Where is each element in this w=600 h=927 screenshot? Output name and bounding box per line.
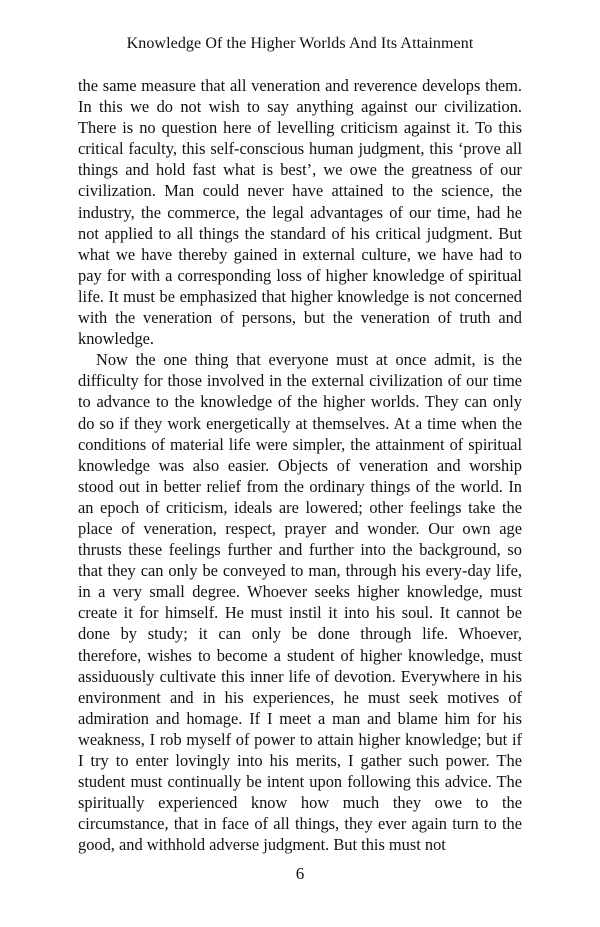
running-header-title: Knowledge Of the Higher Worlds And Its Attainment — [126, 35, 474, 52]
body-text — [78, 75, 522, 855]
page-number: 6 — [295, 864, 305, 883]
paragraph-new: Now the one thing that everyone must at once admit, is the difficulty for those involved in the external civilization of our time to advance to the knowledge of the higher worlds. They can only do so if they work energetically at themselves. At a time when the conditions of material life were simpler, the attainment of spiritual knowledge was also easier. Objects of veneration and worship stood out in better relief from the ordinary things of the world. In an epoch of criticism, ideals are lowered; other feelings take the place of veneration, respect, prayer and wonder. Our own age thrusts these feelings further and further into the background, so that they can only be conveyed to man, through his every-day life, in a very small degree. Whoever seeks higher knowledge, must create it for himself. He must instil it into his soul. It cannot be done by study; it can only be done through life. Whoever, therefore, wishes to become a student of higher knowledge, must assiduously cultivate this inner life of devotion. Everywhere in his environment and in his experiences, he must seek motives of admiration and homage. If I meet a man and blame him for his weakness, I rob myself of power to attain higher knowledge; but if I try to enter lovingly into his merits, I gather such power. The student must continually be intent upon following this advice. The spiritually experienced know how much they owe to the circumstance, that in face of all things, they ever again turn to the good, and withhold adverse judgment. But this must not — [78, 350, 522, 855]
paragraph-continued: the same measure that all veneration and reverence develops them. In this we do not wish to say anything against our civilization. There is no question here of levelling criticism against it. To this critical faculty, this self-conscious human judgment, this ‘prove all things and hold fast what is best’, we owe the greatness of our civilization. Man could never have attained to the science, the industry, the commerce, the legal advantages of our time, had he not applied to all things the standard of his critical judgment. But what we have thereby gained in external culture, we have had to pay for with a corresponding loss of higher knowledge of spiritual life. It must be emphasized that higher knowledge is not concerned with the veneration of persons, but the veneration of truth and knowledge. — [78, 76, 522, 349]
